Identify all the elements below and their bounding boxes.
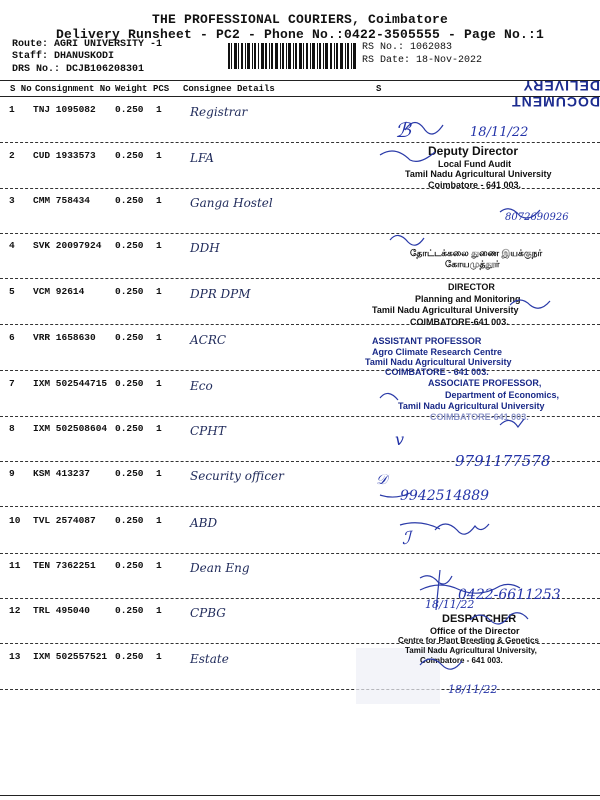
row-pcs: 1 — [156, 240, 162, 251]
phone-row12: 0422-6611253 — [458, 587, 561, 603]
stamp-row6-line1: ASSISTANT PROFESSOR — [372, 336, 482, 346]
row-weight: 0.250 — [115, 515, 144, 526]
row-sno: 8 — [9, 423, 15, 434]
col-weight: Weight — [115, 84, 148, 94]
row-sno: 13 — [9, 651, 21, 662]
row-consignee: ACRC — [190, 333, 227, 347]
row-sno: 10 — [9, 515, 21, 526]
row-consignee: DDH — [190, 241, 220, 255]
sign-date-row12: 18/11/22 — [425, 598, 475, 611]
stamp-row7-line1: ASSOCIATE PROFESSOR, — [428, 378, 542, 388]
row-consignee: ABD — [190, 516, 218, 530]
header-rule-bottom — [0, 96, 600, 97]
row-pcs: 1 — [156, 515, 162, 526]
stamp-row5-line3: Tamil Nadu Agricultural University — [372, 305, 519, 315]
row-consignee: CPHT — [190, 424, 226, 438]
row-weight: 0.250 — [115, 332, 144, 343]
col-sno: S No — [10, 84, 32, 94]
row-weight: 0.250 — [115, 195, 144, 206]
row-consignee: Security officer — [190, 469, 284, 483]
row-consignment-no: IXM 502544715 — [33, 378, 108, 389]
row-consignment-no: TRL 495040 — [33, 605, 91, 616]
signature-row9: 𝒟 — [376, 472, 388, 488]
stamp-row2-line1: Local Fund Audit — [438, 159, 512, 169]
stamp-row5-line1: DIRECTOR — [448, 282, 495, 292]
signature-row10: ℐ — [402, 528, 411, 549]
stamp-row13-line2: Office of the Director — [430, 626, 520, 636]
row-consignment-no: VCM 92614 — [33, 286, 85, 297]
signature-row8: v — [395, 430, 405, 449]
handwriting-marks — [360, 100, 600, 700]
row-consignee: LFA — [190, 151, 214, 165]
runsheet-subtitle: Delivery Runsheet - PC2 - Phone No.:0422-3505555 - Page No.:1 — [55, 27, 545, 42]
route-label: Route: AGRI UNIVERSITY -1 — [12, 39, 163, 50]
row-consignment-no: TVL 2574087 — [33, 515, 96, 526]
row-consignment-no: CMM 758434 — [33, 195, 91, 206]
row-sno: 12 — [9, 605, 21, 616]
stamp-row13-line3: Centre for Plant Breeding & Genetics — [398, 636, 539, 645]
stamp-row7-line2: Department of Economics, — [445, 390, 560, 400]
stamp-row7-line4: COIMBATORE-641 003. — [430, 412, 529, 422]
row-weight: 0.250 — [115, 468, 144, 479]
rs-number: RS No.: 1062083 — [362, 42, 453, 53]
row-pcs: 1 — [156, 150, 162, 161]
barcode-image — [228, 43, 356, 69]
stamp-row13-line4: Tamil Nadu Agricultural University, — [405, 646, 537, 655]
row-consignment-no: SVK 20097924 — [33, 240, 102, 251]
header-rule-top — [0, 80, 600, 81]
stamp-row2-title: Deputy Director — [428, 144, 519, 158]
row-consignment-no: TEN 7362251 — [33, 560, 96, 571]
row-sno: 6 — [9, 332, 15, 343]
row-pcs: 1 — [156, 560, 162, 571]
document-delivery-stamp: DOCUMENT DELIVERY — [511, 78, 600, 110]
stamp-row13-line1: DESPATCHER — [442, 613, 517, 625]
drs-number: DRS No.: DCJB106208301 — [12, 64, 145, 75]
sign-date-row1: 18/11/22 — [470, 125, 529, 140]
row-sno: 4 — [9, 240, 15, 251]
row-consignment-no: KSM 413237 — [33, 468, 91, 479]
stamp-row13-line5: Coimbatore - 641 003. — [420, 656, 503, 665]
stamp-row5-line2: Planning and Monitoring — [415, 294, 521, 304]
staff-label: Staff: DHANUSKODI — [12, 51, 115, 62]
stamp-row4-tamil2: கோயமுத்தூர் — [445, 259, 500, 269]
signature-row1: ℬ — [395, 118, 411, 142]
stamp-row5-line4: COIMBATORE-641 003. — [410, 317, 509, 327]
row-consignee: Eco — [190, 379, 213, 393]
row-sno: 7 — [9, 378, 15, 389]
phone-row9: 9942514889 — [400, 488, 490, 504]
row-weight: 0.250 — [115, 378, 144, 389]
row-sno: 5 — [9, 286, 15, 297]
stamp-row6-line4: COIMBATORE - 641 003. — [385, 367, 489, 377]
row-pcs: 1 — [156, 195, 162, 206]
row-sno: 11 — [9, 560, 21, 571]
row-sno: 3 — [9, 195, 15, 206]
row-consignee: DPR DPM — [190, 287, 251, 301]
col-consignee: Consignee Details — [183, 84, 275, 94]
row-sno: 1 — [9, 104, 15, 115]
stamp-row2-line2: Tamil Nadu Agricultural University — [405, 169, 552, 179]
row-consignee: Ganga Hostel — [190, 196, 273, 210]
row-pcs: 1 — [156, 605, 162, 616]
row-consignee: Dean Eng — [190, 561, 250, 575]
row-consignment-no: CUD 1933573 — [33, 150, 96, 161]
row-sno: 9 — [9, 468, 15, 479]
row-consignment-no: IXM 502508604 — [33, 423, 108, 434]
row-pcs: 1 — [156, 104, 162, 115]
phone-row8: 9791177578 — [455, 452, 551, 470]
stamp-row6-line3: Tamil Nadu Agricultural University — [365, 357, 512, 367]
row-consignee: Registrar — [190, 105, 248, 119]
row-consignment-no: TNJ 1095082 — [33, 104, 96, 115]
col-consignment: Consignment No — [35, 84, 111, 94]
row-weight: 0.250 — [115, 104, 144, 115]
sign-date-row13: 18/11/22 — [448, 683, 498, 696]
stamp-row2-line3: Coimbatore - 641 003. — [428, 180, 522, 190]
row-pcs: 1 — [156, 332, 162, 343]
row-weight: 0.250 — [115, 651, 144, 662]
row-pcs: 1 — [156, 378, 162, 389]
rs-date: RS Date: 18-Nov-2022 — [362, 55, 483, 66]
row-weight: 0.250 — [115, 240, 144, 251]
row-pcs: 1 — [156, 651, 162, 662]
row-weight: 0.250 — [115, 150, 144, 161]
row-consignment-no: VRR 1658630 — [33, 332, 96, 343]
row-consignment-no: IXM 502557521 — [33, 651, 108, 662]
row-weight: 0.250 — [115, 605, 144, 616]
row-pcs: 1 — [156, 286, 162, 297]
row-pcs: 1 — [156, 468, 162, 479]
phone-row3: 8072690926 — [505, 212, 569, 223]
stamp-row6-line2: Agro Climate Research Centre — [372, 347, 503, 357]
col-pcs: PCS — [153, 84, 170, 94]
row-consignee: CPBG — [190, 606, 226, 620]
stamp-row7-line3: Tamil Nadu Agricultural University — [398, 401, 545, 411]
row-weight: 0.250 — [115, 560, 144, 571]
row-sno: 2 — [9, 150, 15, 161]
row-pcs: 1 — [156, 423, 162, 434]
row-consignee: Estate — [190, 652, 229, 666]
footer-rule — [0, 795, 600, 796]
company-title: THE PROFESSIONAL COURIERS, Coimbatore — [151, 12, 449, 27]
row-weight: 0.250 — [115, 286, 144, 297]
col-signature: S — [376, 84, 382, 94]
row-weight: 0.250 — [115, 423, 144, 434]
stamp-row4-tamil1: தோட்டக்கலை துணை இயக்குநர் — [410, 248, 543, 258]
